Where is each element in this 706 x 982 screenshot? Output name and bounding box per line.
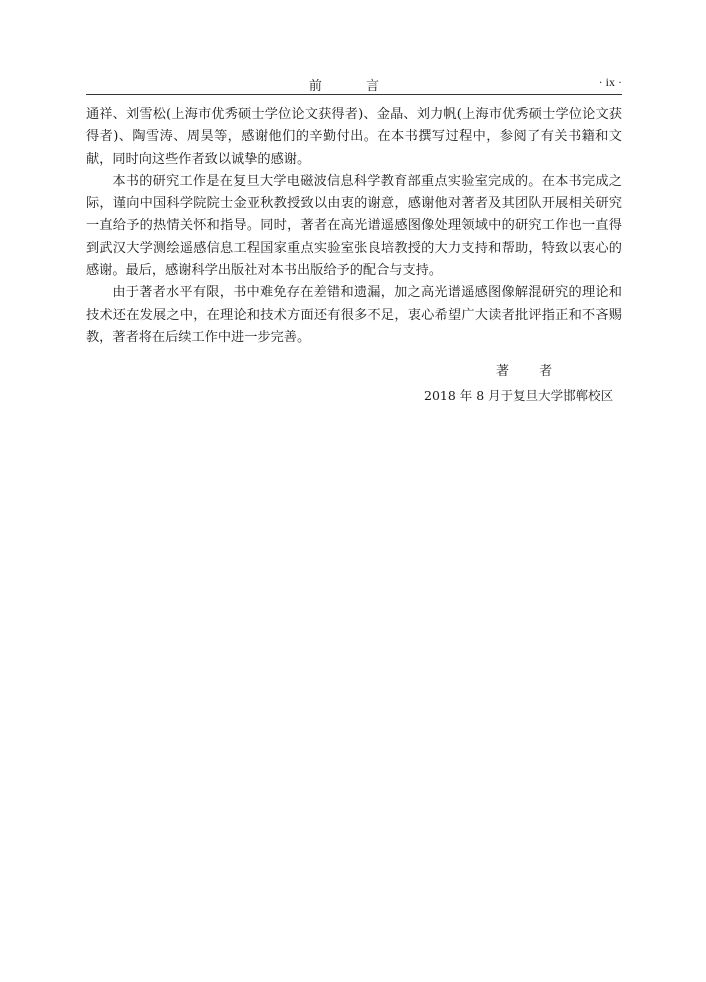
- paragraph-continued: 通祥、刘雪松(上海市优秀硕士学位论文获得者)、金晶、刘力帆(上海市优秀硕士学位论文获得者)、陶雪涛、周昊等，感谢他们的辛勤付出。在本书撰写过程中，参阅了有关书籍和文献，同时向这些作者致以诚挚的感谢。: [86, 107, 622, 167]
- preface-body: [86, 104, 622, 349]
- paragraph-acknowledgement-lab: 本书的研究工作是在复旦大学电磁波信息科学教育部重点实验室完成的。在本书完成之际，谨向中国科学院院士金亚秋教授致以由衷的谢意，感谢他对著者及其团队开展相关研究一直给予的热情关怀和指导。同时，著者在高光谱遥感图像处理领域中的研究工作也一直得到武汉大学测绘遥感信息工程国家重点实验室张良培教授的大力支持和帮助，特致以衷心的感谢。最后，感谢科学出版社对本书出版给予的配合与支持。: [86, 173, 622, 279]
- page-number: · ix ·: [598, 75, 622, 89]
- running-head: [86, 72, 622, 94]
- author-signature: 著 者: [496, 364, 566, 379]
- signature-block: [86, 356, 622, 403]
- header-rule: [86, 94, 622, 95]
- date-place-line: 2018 年 8 月于复旦大学邯郸校区: [424, 388, 614, 403]
- paragraph-limitations: 由于著者水平有限，书中难免存在差错和遗漏，加之高光谱遥感图像解混研究的理论和技术还在发展之中，在理论和技术方面还有很多不足，衷心希望广大读者批评指正和不吝赐教，著者将在后续工作中进一步完善。: [86, 285, 622, 345]
- chapter-title: 前 言: [308, 79, 400, 94]
